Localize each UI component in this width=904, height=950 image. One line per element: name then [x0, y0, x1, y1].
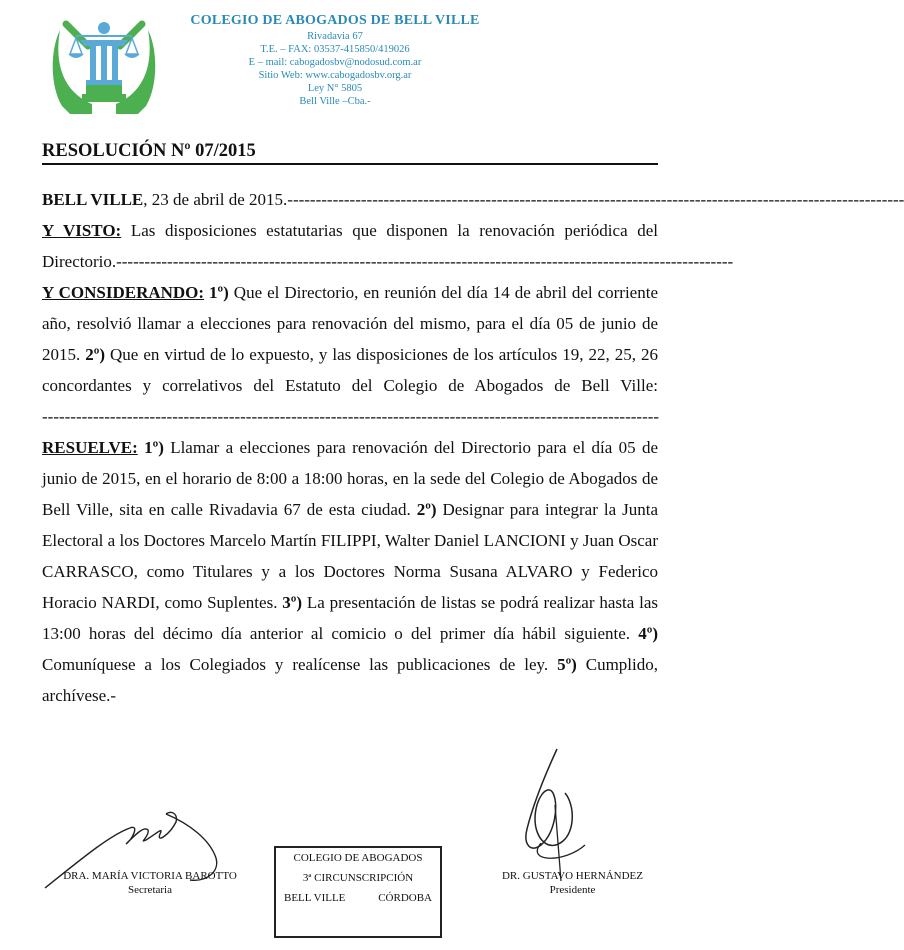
secretary-name: DRA. MARÍA VICTORIA BAROTTO — [63, 870, 237, 882]
item-number: 3º) — [282, 593, 303, 612]
resuelve-item-2: Designar para integrar la Junta Electoral a los Doctores Marcelo Martín FILIPPI, Walter Daniel LANCIONI y Juan Oscar CARRASCO, como Titulares y a los Doctores Norma Susana ALVARO y Federico Horacio NARDI, como Suplentes. — [42, 500, 658, 612]
secretary-role: Secretaria — [128, 884, 172, 896]
resolution-body — [42, 184, 904, 711]
visto-label: Y VISTO: — [42, 221, 122, 240]
org-name: COLEGIO DE ABOGADOS DE BELL VILLE — [190, 13, 480, 28]
stamp-line-3 — [276, 891, 440, 906]
item-number: 4º) — [638, 624, 658, 643]
resuelve-item-4: Comuníquese a los Colegiados y realícense las publicaciones de ley. — [42, 655, 558, 674]
president-signature — [505, 745, 615, 885]
considerando-item-2: Que en virtud de lo expuesto, y las disposiciones de los artículos 19, 22, 25, 26 concordantes y correlativos del Estatuto del Colegio de Abogados de Bell Ville: — [42, 345, 658, 395]
filler-dashes: ------------------------------------------------------------------------------------------------------------- — [287, 190, 904, 209]
item-number: 2º) — [80, 345, 106, 364]
org-law: Ley N° 5805 — [307, 83, 363, 94]
considerando-paragraph — [42, 277, 658, 432]
resolution-title: RESOLUCIÓN Nº 07/2015 — [42, 141, 256, 161]
resuelve-paragraph — [42, 432, 658, 711]
president-name: DR. GUSTAVO HERNÁNDEZ — [501, 870, 643, 882]
filler-dashes: ------------------------------------------------------------------------------------------------------------- — [116, 252, 734, 271]
stamp-city: BELL VILLE — [284, 892, 346, 904]
org-city: Bell Ville –Cba.- — [299, 96, 371, 107]
filler-dashes: ------------------------------------------------------------------------------------------------------------- — [42, 407, 660, 426]
letterhead — [180, 12, 490, 108]
date-paragraph — [42, 184, 904, 215]
item-number: 1º) — [204, 283, 229, 302]
stamp-line-1: COLEGIO DE ABOGADOS — [293, 852, 423, 864]
stamp-line-2: 3ª CIRCUNSCRIPCIÓN — [302, 872, 414, 884]
resuelve-item-1: Llamar a elecciones para renovación del Directorio para el día 05 de junio de 2015, en el horario de 8:00 a 18:00 horas, en la sede del Colegio de Abogados de Bell Ville, sita en calle Rivadavia 67 de esta ciudad. — [42, 438, 658, 519]
visto-paragraph — [42, 215, 734, 277]
place-label: BELL VILLE — [42, 190, 144, 209]
org-address: Rivadavia 67 — [307, 31, 363, 42]
item-number: 5º) — [557, 655, 577, 674]
org-phone: T.E. – FAX: 03537-415850/419026 — [260, 44, 410, 55]
item-number: 2º) — [416, 500, 437, 519]
secretary-block — [40, 869, 260, 897]
resuelve-item-5: Cumplido, archívese.- — [42, 655, 658, 705]
date-text: , 23 de abril de 2015. — [143, 190, 288, 209]
resuelve-item-3: La presentación de listas se podrá realizar hasta las 13:00 horas del décimo día anterior al comicio o del primer día hábil siguiente. — [42, 593, 658, 643]
resuelve-label: RESUELVE: — [42, 438, 138, 457]
college-logo — [52, 10, 156, 118]
institution-stamp — [274, 846, 442, 938]
item-number: 1º) — [137, 438, 164, 457]
org-website: Sitio Web: www.cabogadosbv.org.ar — [258, 70, 412, 81]
stamp-province: CÓRDOBA — [378, 892, 432, 904]
title-rule — [42, 163, 658, 165]
considerando-item-1: Que el Directorio, en reunión del día 14 de abril del corriente año, resolvió llamar a elecciones para renovación del mismo, para el día 05 de junio de 2015. — [42, 283, 658, 364]
president-role: Presidente — [549, 884, 596, 896]
visto-text: Las disposiciones estatutarias que disponen la renovación periódica del Directorio. — [42, 221, 658, 271]
president-block — [485, 869, 660, 897]
org-email: E – mail: cabogadosbv@nodosud.com.ar — [248, 57, 422, 68]
considerando-label: Y CONSIDERANDO: — [42, 283, 205, 302]
